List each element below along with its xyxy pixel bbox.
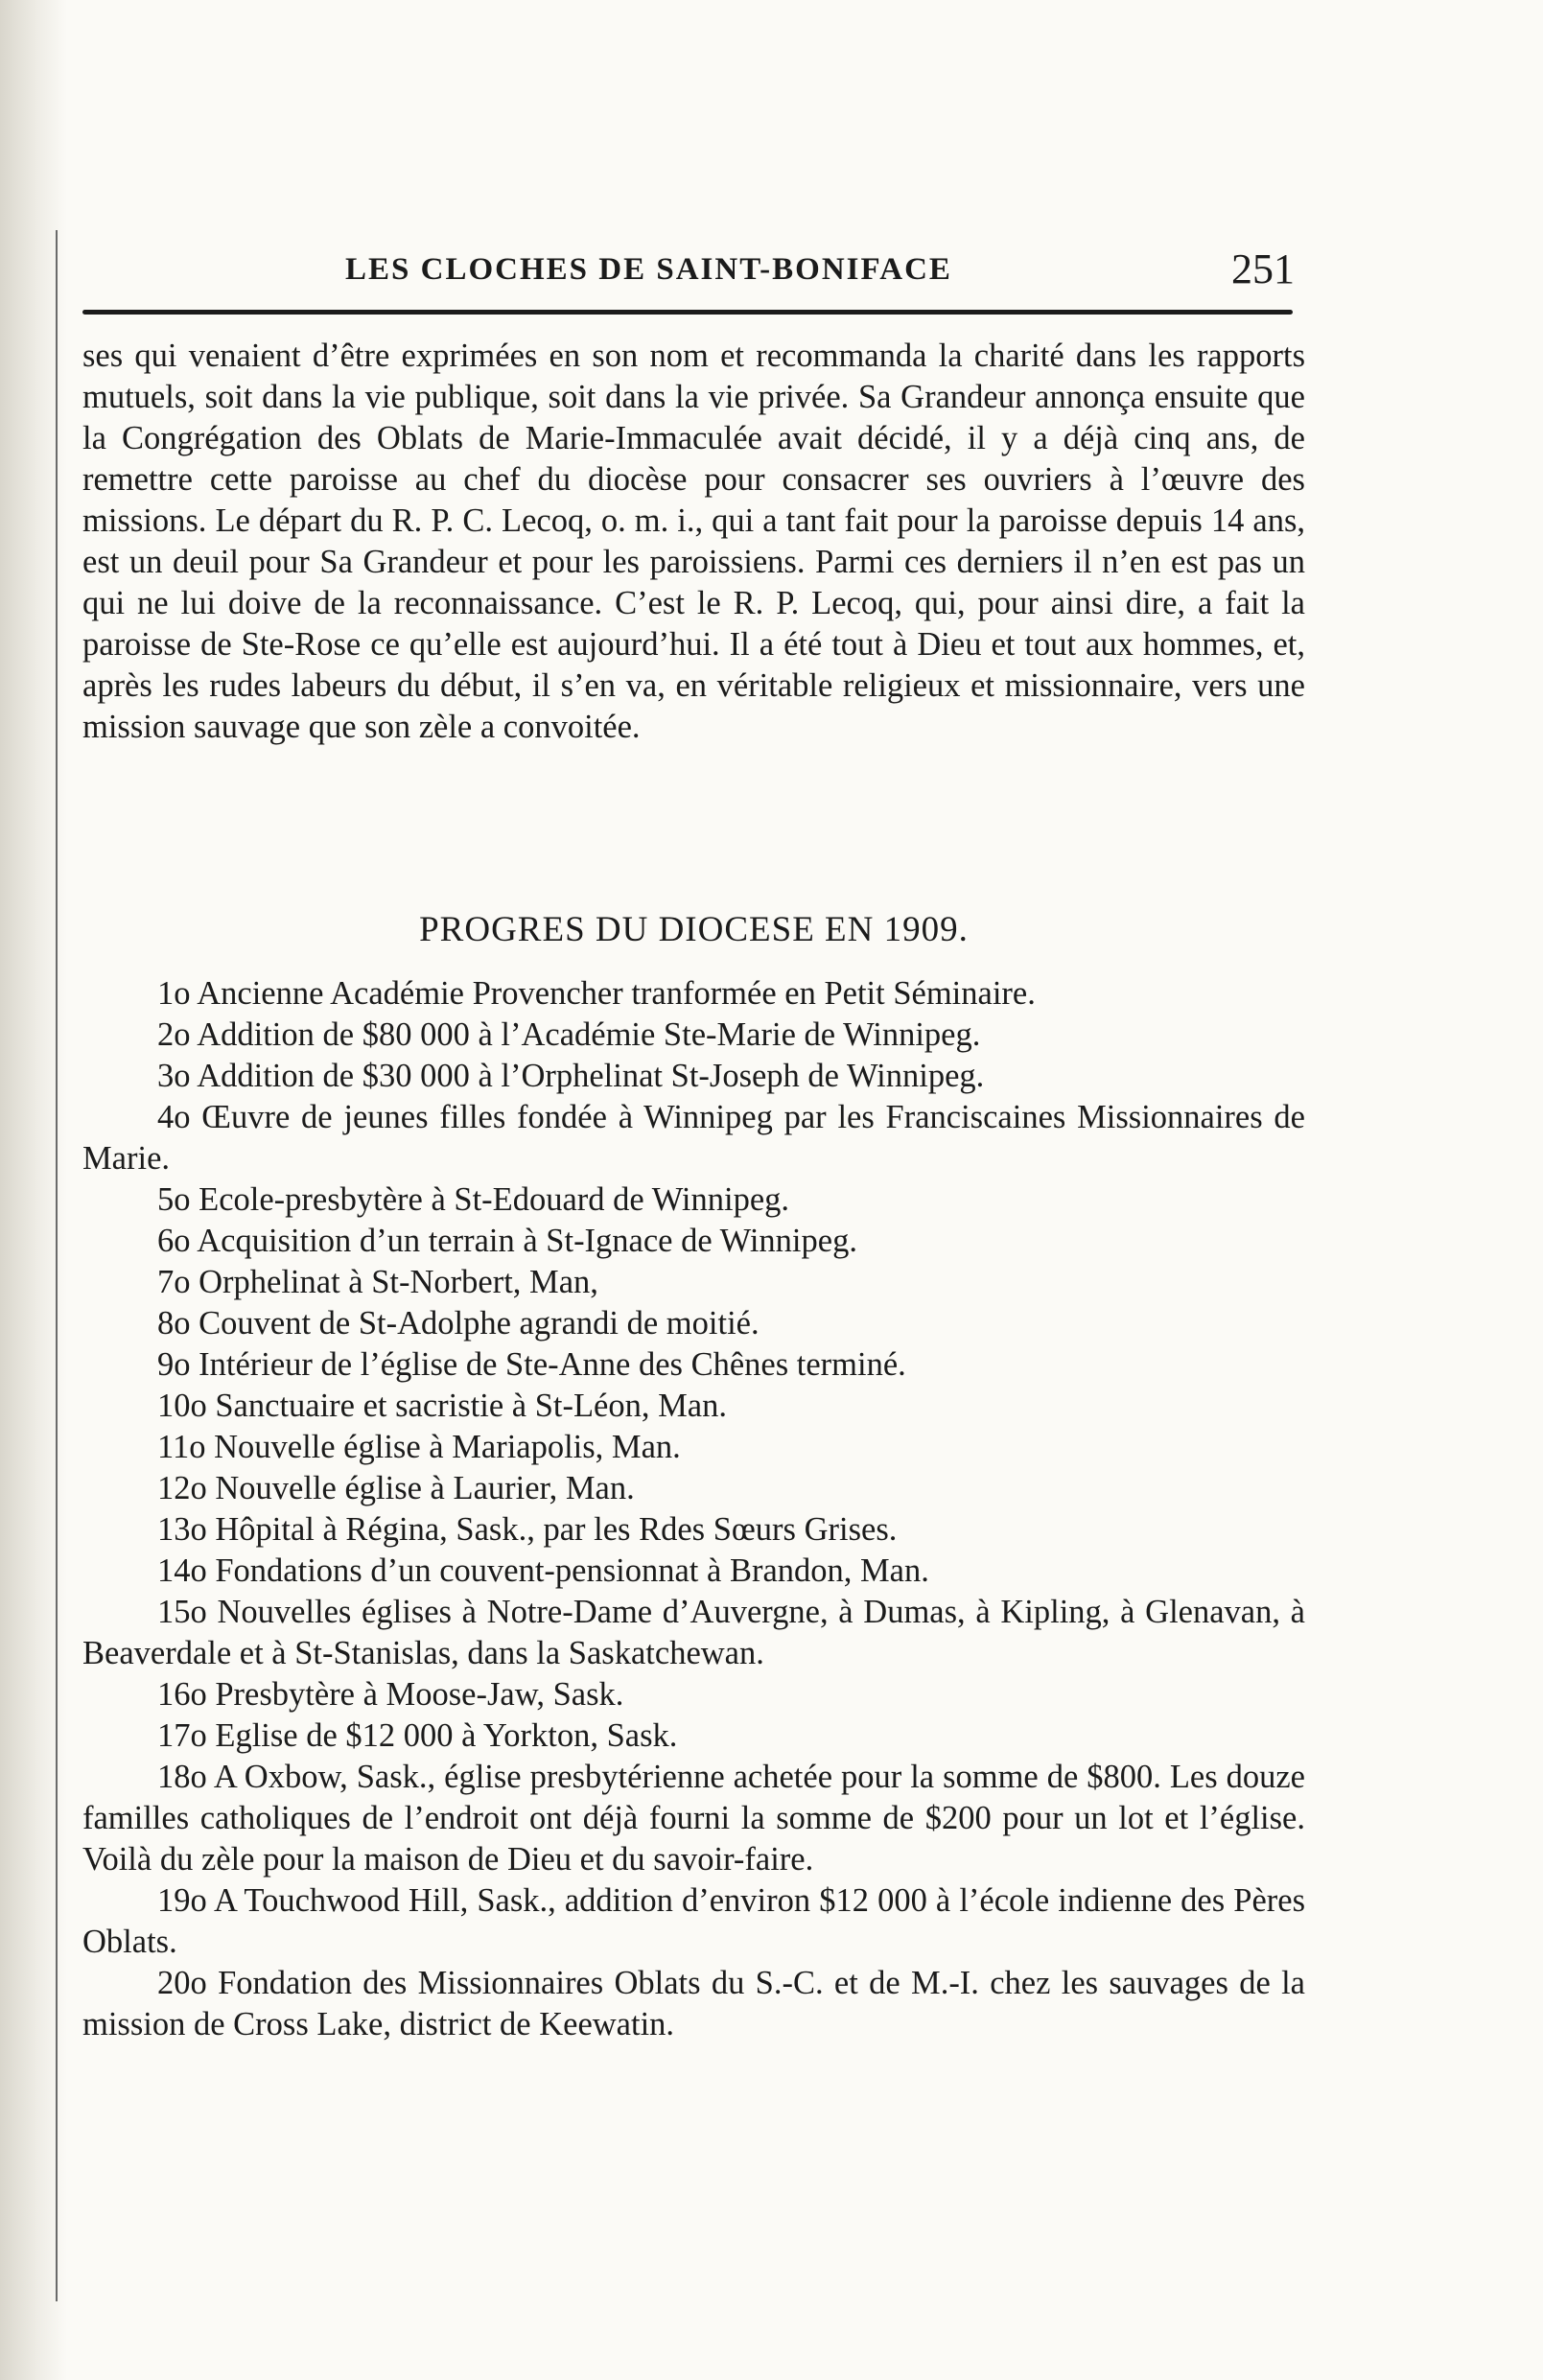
list-item: 14o Fondations d’un couvent-pensionnat à Brandon, Man. — [157, 1552, 929, 1589]
page-number: 251 — [1231, 245, 1295, 292]
list-item: 18o A Oxbow, Sask., église presbytérienne achetée pour la somme de $800. Les douze familles catholiques de l’endroit ont déjà fourni la somme de $200 pour un lot et l’église. Voilà du zèle pour la maison de Dieu et du savoir-faire. — [82, 1759, 1305, 1878]
list-item: 10o Sanctuaire et sacristie à St-Léon, Man. — [157, 1388, 727, 1424]
progress-list — [82, 973, 1305, 2045]
list-item: 1o Ancienne Académie Provencher tranformée en Petit Séminaire. — [157, 975, 1036, 1012]
page-header — [326, 245, 1295, 302]
section-heading: PROGRES DU DIOCESE EN 1909. — [419, 910, 969, 949]
list-item: 5o Ecole-presbytère à St-Edouard de Winnipeg. — [157, 1181, 790, 1218]
binding-rule — [56, 230, 58, 2301]
list-item: 6o Acquisition d’un terrain à St-Ignace de Winnipeg. — [157, 1223, 857, 1259]
header-rule — [82, 310, 1293, 315]
list-item: 15o Nouvelles églises à Notre-Dame d’Auvergne, à Dumas, à Kipling, à Glenavan, à Beaverdale et à St-Stanislas, dans la Saskatchewan. — [82, 1594, 1305, 1671]
body-text — [82, 336, 1305, 748]
list-item: 7o Orphelinat à St-Norbert, Man, — [157, 1264, 598, 1300]
list-item: 2o Addition de $80 000 à l’Académie Ste-Marie de Winnipeg. — [157, 1016, 981, 1053]
list-item: 19o A Touchwood Hill, Sask., addition d’environ $12 000 à l’école indienne des Pères Oblats. — [82, 1882, 1305, 1960]
list-item: 12o Nouvelle église à Laurier, Man. — [157, 1470, 635, 1506]
list-item: 20o Fondation des Missionnaires Oblats du S.-C. et de M.-I. chez les sauvages de la mission de Cross Lake, district de Keewatin. — [82, 1965, 1305, 2042]
list-item: 9o Intérieur de l’église de Ste-Anne des Chênes terminé. — [157, 1346, 906, 1383]
list-item: 16o Presbytère à Moose-Jaw, Sask. — [157, 1676, 624, 1713]
body-paragraph: ses qui venaient d’être exprimées en son nom et recommanda la charité dans les rapports mutuels, soit dans la vie publique, soit dans la vie privée. Sa Grandeur annonça ensuite que la Congrégation des Oblats de Marie-Immaculée avait décidé, il y a déjà cinq ans, de remettre cette paroisse au chef du diocèse pour consacrer ses ouvriers à l’œuvre des missions. Le départ du R. P. C. Lecoq, o. m. i., qui a tant fait pour la paroisse depuis 14 ans, est un deuil pour Sa Grandeur et pour les paroissiens. Parmi ces derniers il n’en est pas un qui ne lui doive de la reconnaissance. C’est le R. P. Lecoq, qui, pour ainsi dire, a fait la paroisse de Ste-Rose ce qu’elle est aujourd’hui. Il a été tout à Dieu et tout aux hommes, et, après les rudes labeurs du début, il s’en va, en véritable religieux et missionnaire, vers une mission sauvage que son zèle a convoitée. — [82, 338, 1305, 745]
list-item: 3o Addition de $30 000 à l’Orphelinat St-Joseph de Winnipeg. — [157, 1058, 985, 1094]
list-item: 4o Œuvre de jeunes filles fondée à Winnipeg par les Franciscaines Missionnaires de Marie. — [82, 1099, 1305, 1177]
list-item: 8o Couvent de St-Adolphe agrandi de moitié. — [157, 1305, 760, 1342]
running-title: LES CLOCHES DE SAINT-BONIFACE — [345, 252, 952, 287]
list-item: 13o Hôpital à Régina, Sask., par les Rdes Sœurs Grises. — [157, 1511, 898, 1548]
list-item: 11o Nouvelle église à Mariapolis, Man. — [157, 1429, 681, 1465]
list-item: 17o Eglise de $12 000 à Yorkton, Sask. — [157, 1717, 678, 1754]
